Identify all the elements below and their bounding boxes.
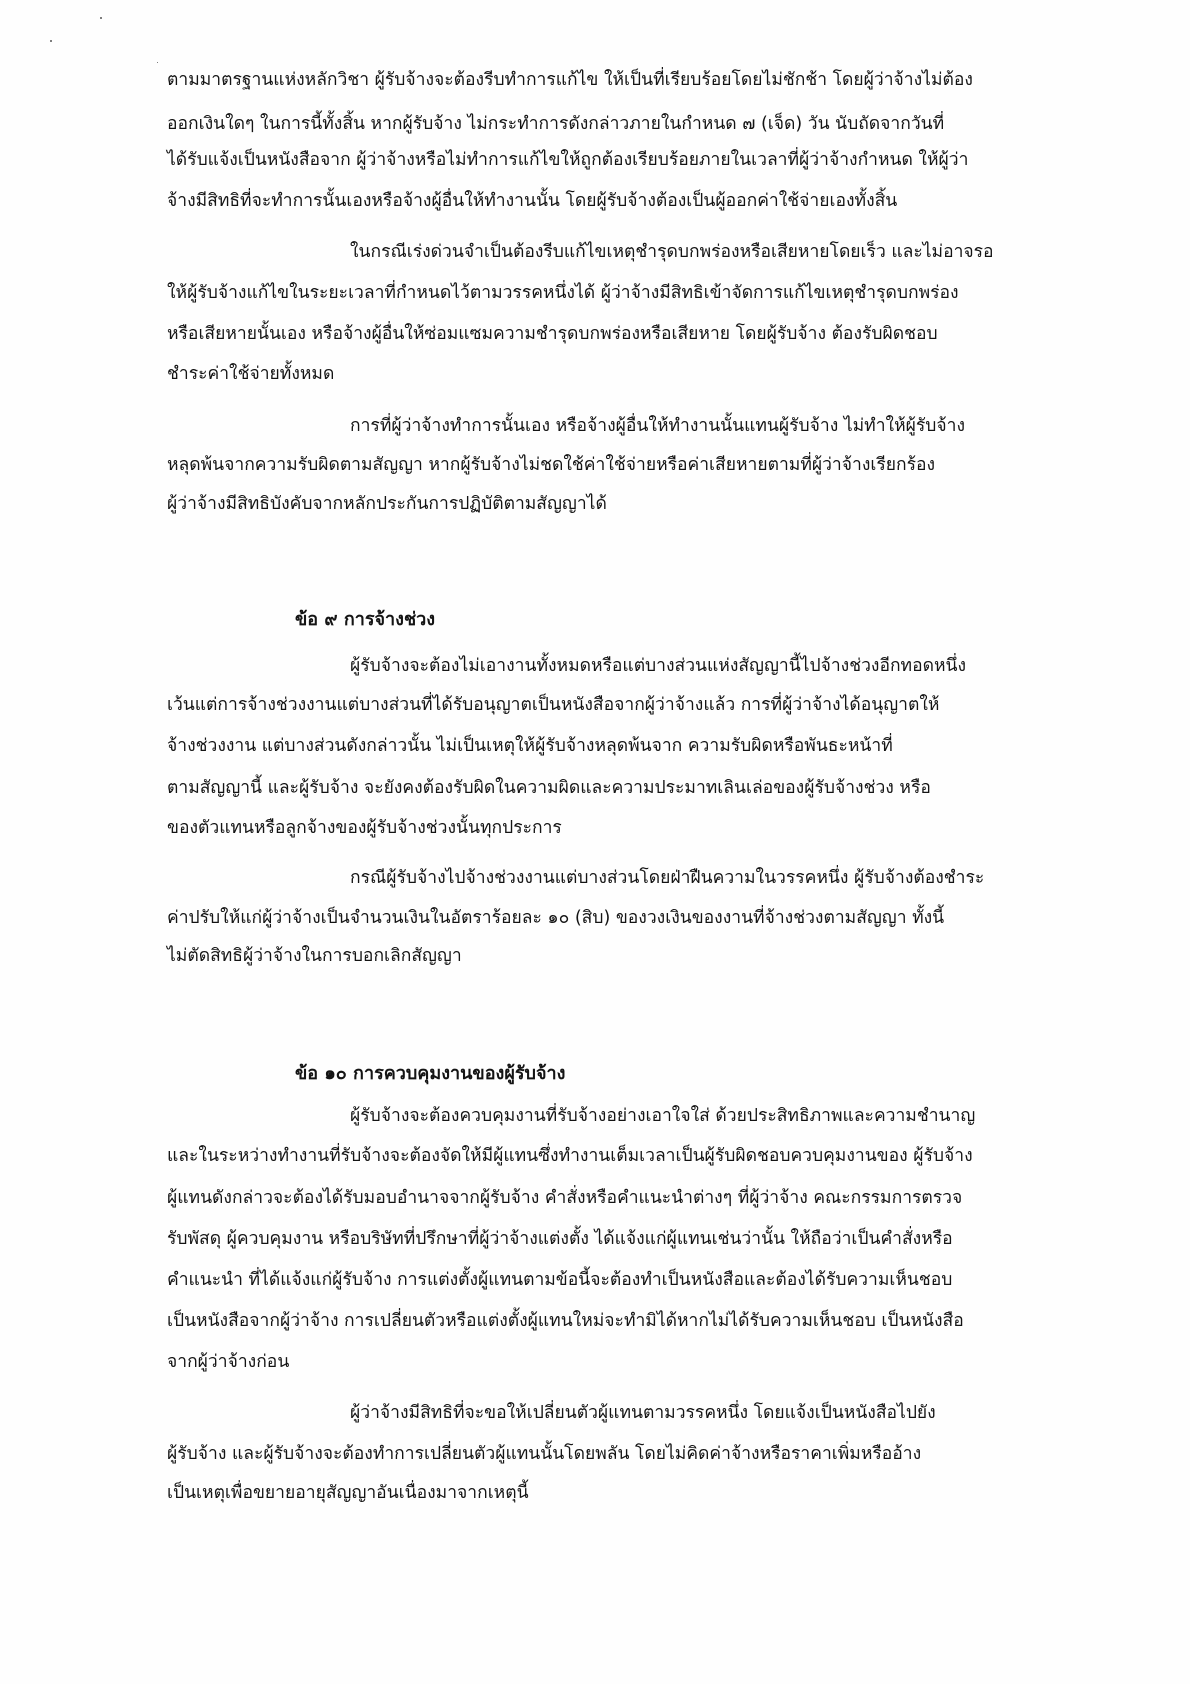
section-heading: ข้อ ๑๐ การควบคุมงานของผู้รับจ้าง (295, 1063, 566, 1084)
paragraph-line: ให้ผู้รับจ้างแก้ไขในระยะเวลาที่กำหนดไว้ตามวรรคหนึ่งได้ ผู้ว่าจ้างมีสิทธิเข้าจัดการแก้ไขเหตุชำรุดบกพร่อง (167, 283, 959, 303)
paragraph-line: การที่ผู้ว่าจ้างทำการนั้นเอง หรือจ้างผู้อื่นให้ทำงานนั้นแทนผู้รับจ้าง ไม่ทำให้ผู้รับจ้าง (350, 416, 965, 436)
paragraph-line: ของตัวแทนหรือลูกจ้างของผู้รับจ้างช่วงนั้นทุกประการ (167, 818, 562, 838)
paragraph-line: ผู้ว่าจ้างมีสิทธิที่จะขอให้เปลี่ยนตัวผู้แทนตามวรรคหนึ่ง โดยแจ้งเป็นหนังสือไปยัง (350, 1403, 936, 1423)
paragraph-line: ผู้รับจ้างจะต้องไม่เอางานทั้งหมดหรือแต่บางส่วนแห่งสัญญานี้ไปจ้างช่วงอีกทอดหนึ่ง (350, 656, 967, 676)
paragraph-line: และในระหว่างทำงานที่รับจ้างจะต้องจัดให้มีผู้แทนซึ่งทำงานเต็มเวลาเป็นผู้รับผิดชอบควบคุมงานของ ผู้รับจ้าง (167, 1146, 973, 1166)
paragraph-line: คำแนะนำ ที่ได้แจ้งแก่ผู้รับจ้าง การแต่งตั้งผู้แทนตามข้อนี้จะต้องทำเป็นหนังสือและต้องได้รับความเห็นชอบ (167, 1270, 953, 1290)
paragraph-line: หลุดพ้นจากความรับผิดตามสัญญา หากผู้รับจ้างไม่ชดใช้ค่าใช้จ่ายหรือค่าเสียหายตามที่ผู้ว่าจ้างเรียกร้อง (167, 455, 936, 475)
paragraph-line: เป็นหนังสือจากผู้ว่าจ้าง การเปลี่ยนตัวหรือแต่งตั้งผู้แทนใหม่จะทำมิได้หากไม่ได้รับความเห็นชอบ เป็นหนังสือ (167, 1311, 964, 1331)
paragraph-line: ออกเงินใดๆ ในการนี้ทั้งสิ้น หากผู้รับจ้าง ไม่กระทำการดังกล่าวภายในกำหนด ๗ (เจ็ด) วัน นับถัดจากวันที่ (167, 114, 945, 134)
paragraph-line: ผู้รับจ้าง และผู้รับจ้างจะต้องทำการเปลี่ยนตัวผู้แทนนั้นโดยพลัน โดยไม่คิดค่าจ้างหรือราคาเพิ่มหรืออ้าง (167, 1444, 922, 1464)
paragraph-line: จ้างช่วงงาน แต่บางส่วนดังกล่าวนั้น ไม่เป็นเหตุให้ผู้รับจ้างหลุดพ้นจาก ความรับผิดหรือพันธะหน้าที่ (167, 736, 893, 756)
paragraph-line: ชำระค่าใช้จ่ายทั้งหมด (167, 364, 335, 384)
paragraph-line: จากผู้ว่าจ้างก่อน (167, 1352, 290, 1372)
paragraph-line: หรือเสียหายนั้นเอง หรือจ้างผู้อื่นให้ซ่อมแซมความชำรุดบกพร่องหรือเสียหาย โดยผู้รับจ้าง ต้องรับผิดชอบ (167, 324, 938, 344)
paragraph-line: ค่าปรับให้แก่ผู้ว่าจ้างเป็นจำนวนเงินในอัตราร้อยละ ๑๐ (สิบ) ของวงเงินของงานที่จ้างช่วงตามสัญญา ทั้งนี้ (167, 908, 945, 928)
paragraph-line: กรณีผู้รับจ้างไปจ้างช่วงงานแต่บางส่วนโดยฝ่าฝืนความในวรรคหนึ่ง ผู้รับจ้างต้องชำระ (350, 868, 985, 888)
paragraph-line: เว้นแต่การจ้างช่วงงานแต่บางส่วนที่ได้รับอนุญาตเป็นหนังสือจากผู้ว่าจ้างแล้ว การที่ผู้ว่าจ้างได้อนุญาตให้ (167, 695, 940, 715)
paragraph-line: ตามสัญญานี้ และผู้รับจ้าง จะยังคงต้องรับผิดในความผิดและความประมาทเลินเล่อของผู้รับจ้างช่วง หรือ (167, 778, 931, 798)
paragraph-line: เป็นเหตุเพื่อขยายอายุสัญญาอันเนื่องมาจากเหตุนี้ (167, 1483, 529, 1503)
paragraph-line: ได้รับแจ้งเป็นหนังสือจาก ผู้ว่าจ้างหรือไม่ทำการแก้ไขให้ถูกต้องเรียบร้อยภายในเวลาที่ผู้ว่าจ้างกำหนด ให้ผู้ว่า (167, 150, 969, 170)
paragraph-line: ไม่ตัดสิทธิผู้ว่าจ้างในการบอกเลิกสัญญา (167, 946, 462, 966)
scan-speck (50, 40, 52, 42)
paragraph-line: ผู้รับจ้างจะต้องควบคุมงานที่รับจ้างอย่างเอาใจใส่ ด้วยประสิทธิภาพและความชำนาญ (350, 1106, 976, 1126)
scan-speck (100, 17, 102, 19)
paragraph-line: ตามมาตรฐานแห่งหลักวิชา ผู้รับจ้างจะต้องรีบทำการแก้ไข ให้เป็นที่เรียบร้อยโดยไม่ชักช้า โดยผู้ว่าจ้างไม่ต้อง (167, 70, 973, 90)
paragraph-line: ในกรณีเร่งด่วนจำเป็นต้องรีบแก้ไขเหตุชำรุดบกพร่องหรือเสียหายโดยเร็ว และไม่อาจรอ (350, 242, 994, 262)
section-heading: ข้อ ๙ การจ้างช่วง (295, 609, 436, 630)
paragraph-line: ผู้แทนดังกล่าวจะต้องได้รับมอบอำนาจจากผู้รับจ้าง คำสั่งหรือคำแนะนำต่างๆ ที่ผู้ว่าจ้าง คณะกรรมการตรวจ (167, 1188, 963, 1208)
scan-speck (157, 62, 158, 63)
paragraph-line: จ้างมีสิทธิที่จะทำการนั้นเองหรือจ้างผู้อื่นให้ทำงานนั้น โดยผู้รับจ้างต้องเป็นผู้ออกค่าใช้จ่ายเองทั้งสิ้น (167, 191, 898, 211)
paragraph-line: ผู้ว่าจ้างมีสิทธิบังคับจากหลักประกันการปฏิบัติตามสัญญาได้ (167, 494, 607, 514)
paragraph-line: รับพัสดุ ผู้ควบคุมงาน หรือบริษัทที่ปรึกษาที่ผู้ว่าจ้างแต่งตั้ง ได้แจ้งแก่ผู้แทนเช่นว่านั้น ให้ถือว่าเป็นคำสั่งหรือ (167, 1229, 953, 1249)
